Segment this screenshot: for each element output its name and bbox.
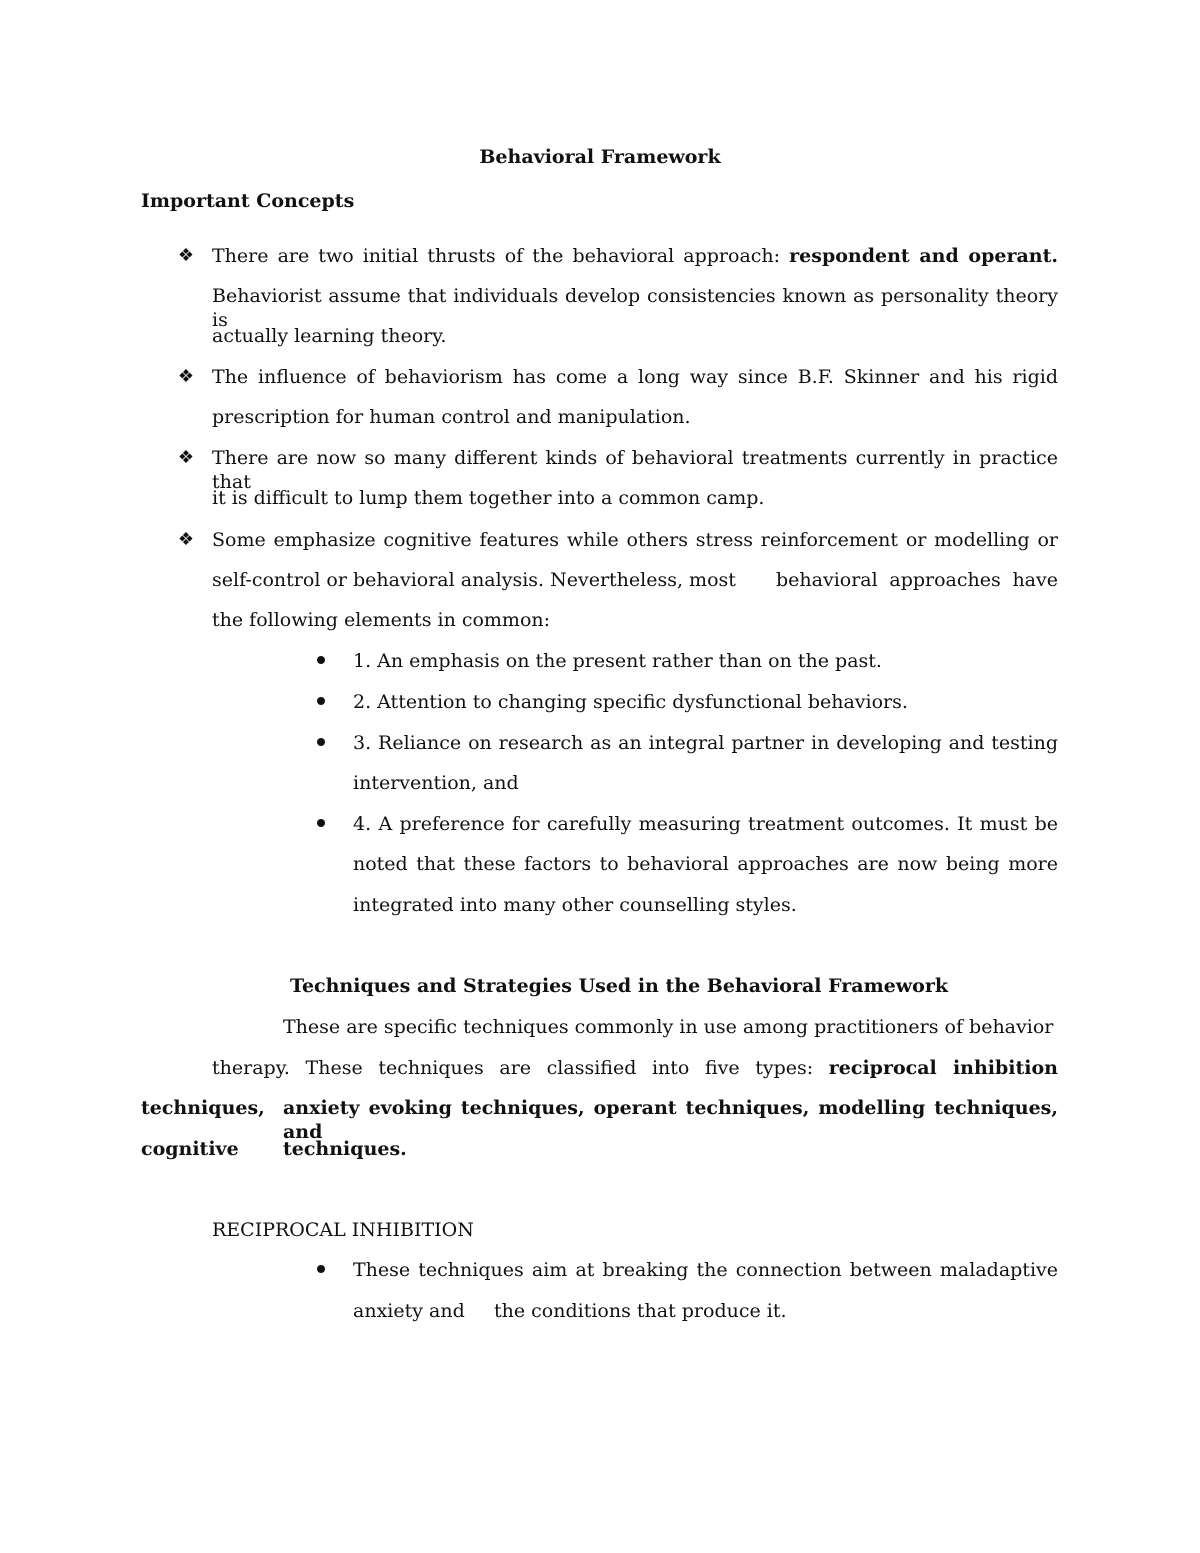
concept-2-line-2: prescription for human control and manipulation. — [212, 406, 691, 428]
element-3-line-2: intervention, and — [353, 772, 519, 794]
concept-1-line-1: There are two initial thrusts of the behavioral approach: respondent and operant. — [212, 245, 1058, 267]
element-4-line-2: noted that these factors to behavioral approaches are now being more — [353, 853, 1058, 875]
concept-1-line-3: actually learning theory. — [212, 325, 447, 347]
dot-bullet-icon — [317, 697, 325, 705]
diamond-bullet-icon: ❖ — [177, 245, 195, 266]
section-heading-techniques: Techniques and Strategies Used in the Behavioral Framework — [290, 975, 948, 997]
subsection-heading-reciprocal-inhibition: RECIPROCAL INHIBITION — [212, 1219, 474, 1241]
techniques-intro-line-3b: anxiety evoking techniques, operant techniques, modelling techniques, and — [283, 1097, 1058, 1143]
concept-4-line-3: the following elements in common: — [212, 609, 551, 631]
element-2-line-1: 2. Attention to changing specific dysfunctional behaviors. — [353, 691, 908, 713]
techniques-intro-line-2: therapy. These techniques are classified into five types: reciprocal inhibition — [212, 1057, 1058, 1079]
techniques-intro-line-1: These are specific techniques commonly in use among practitioners of behavior — [283, 1016, 1054, 1038]
element-4-line-3: integrated into many other counselling styles. — [353, 894, 797, 916]
element-1-line-1: 1. An emphasis on the present rather than on the past. — [353, 650, 882, 672]
element-3-line-1: 3. Reliance on research as an integral partner in developing and testing — [353, 732, 1058, 754]
reciprocal-item-1-line-2a: anxiety and — [353, 1300, 465, 1322]
concept-4-line-1: Some emphasize cognitive features while others stress reinforcement or modelling or — [212, 529, 1058, 551]
dot-bullet-icon — [317, 819, 325, 827]
reciprocal-item-1-line-2b: the conditions that produce it. — [494, 1300, 787, 1322]
concept-4-line-2b: behavioral approaches have — [776, 569, 1058, 591]
techniques-intro-line-4b: techniques. — [283, 1138, 407, 1160]
dot-bullet-icon — [317, 1265, 325, 1273]
diamond-bullet-icon: ❖ — [177, 447, 195, 468]
concept-3-line-1: There are now so many different kinds of behavioral treatments currently in practice that — [212, 447, 1058, 493]
reciprocal-item-1-line-1: These techniques aim at breaking the connection between maladaptive — [353, 1259, 1058, 1281]
dot-bullet-icon — [317, 656, 325, 664]
techniques-intro-line-4a: cognitive — [141, 1138, 239, 1160]
section-heading-important-concepts: Important Concepts — [141, 190, 355, 212]
concept-1-line-2: Behaviorist assume that individuals develop consistencies known as personality theory is — [212, 285, 1058, 331]
concept-3-line-2: it is difficult to lump them together into a common camp. — [212, 487, 765, 509]
diamond-bullet-icon: ❖ — [177, 366, 195, 387]
concept-2-line-1: The influence of behaviorism has come a long way since B.F. Skinner and his rigid — [212, 366, 1058, 388]
dot-bullet-icon — [317, 738, 325, 746]
concept-4-line-2a: self-control or behavioral analysis. Nevertheless, most — [212, 569, 736, 591]
techniques-intro-line-3a: techniques, — [141, 1097, 265, 1119]
element-4-line-1: 4. A preference for carefully measuring treatment outcomes. It must be — [353, 813, 1058, 835]
page-title: Behavioral Framework — [479, 146, 721, 168]
diamond-bullet-icon: ❖ — [177, 529, 195, 550]
